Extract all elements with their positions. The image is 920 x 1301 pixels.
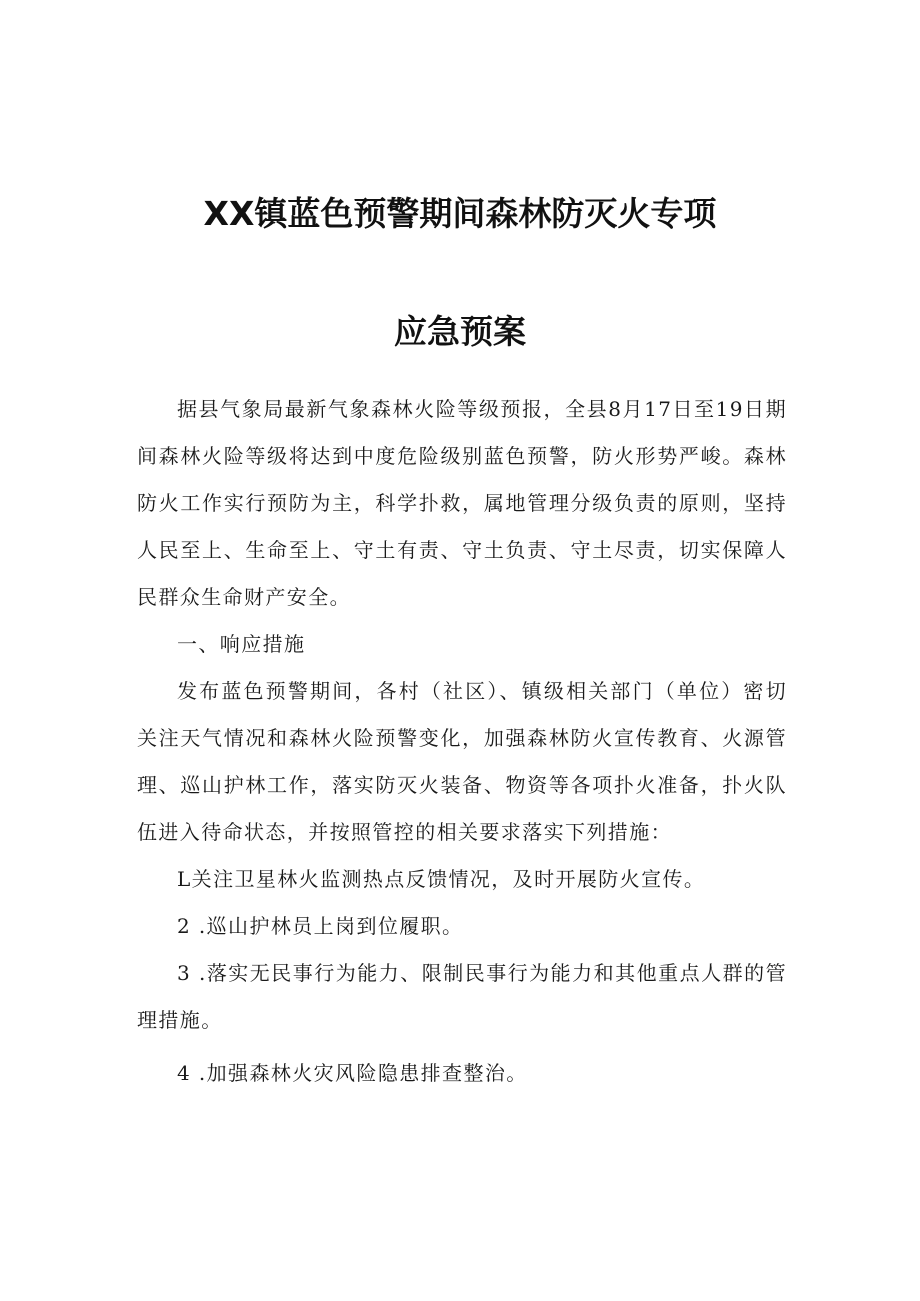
document-title-line1: XX镇蓝色预警期间森林防灭火专项	[203, 194, 717, 233]
measure-item-4: 4 .加强森林火灾风险隐患排查整治。	[177, 1061, 528, 1085]
document-title-line2: 应急预案	[394, 312, 526, 351]
intro-paragraph: 据县气象局最新气象森林火险等级预报，全县8月17日至19日期间森林火险等级将达到中度危险级别蓝色预警，防火形势严峻。森林防火工作实行预防为主，科学扑救，属地管理分级负责的原则，坚持人民至上、生命至上、守土有责、守土负责、守土尽责，切实保障人民群众生命财产安全。	[137, 397, 787, 609]
issuance-paragraph: 发布蓝色预警期间，各村（社区）、镇级相关部门（单位）密切关注天气情况和森林火险预警变化，加强森林防火宣传教育、火源管理、巡山护林工作，落实防灭火装备、物资等各项扑火准备，扑火队伍进入待命状态，并按照管控的相关要求落实下列措施：	[137, 679, 787, 844]
measure-item-2: 2 .巡山护林员上岗到位履职。	[177, 914, 464, 938]
measure-item-1: L关注卫星林火监测热点反馈情况，及时开展防火宣传。	[177, 867, 706, 891]
section-heading: 一、响应措施	[177, 632, 306, 656]
measure-item-3: 3 .落实无民事行为能力、限制民事行为能力和其他重点人群的管理措施。	[137, 961, 787, 1032]
